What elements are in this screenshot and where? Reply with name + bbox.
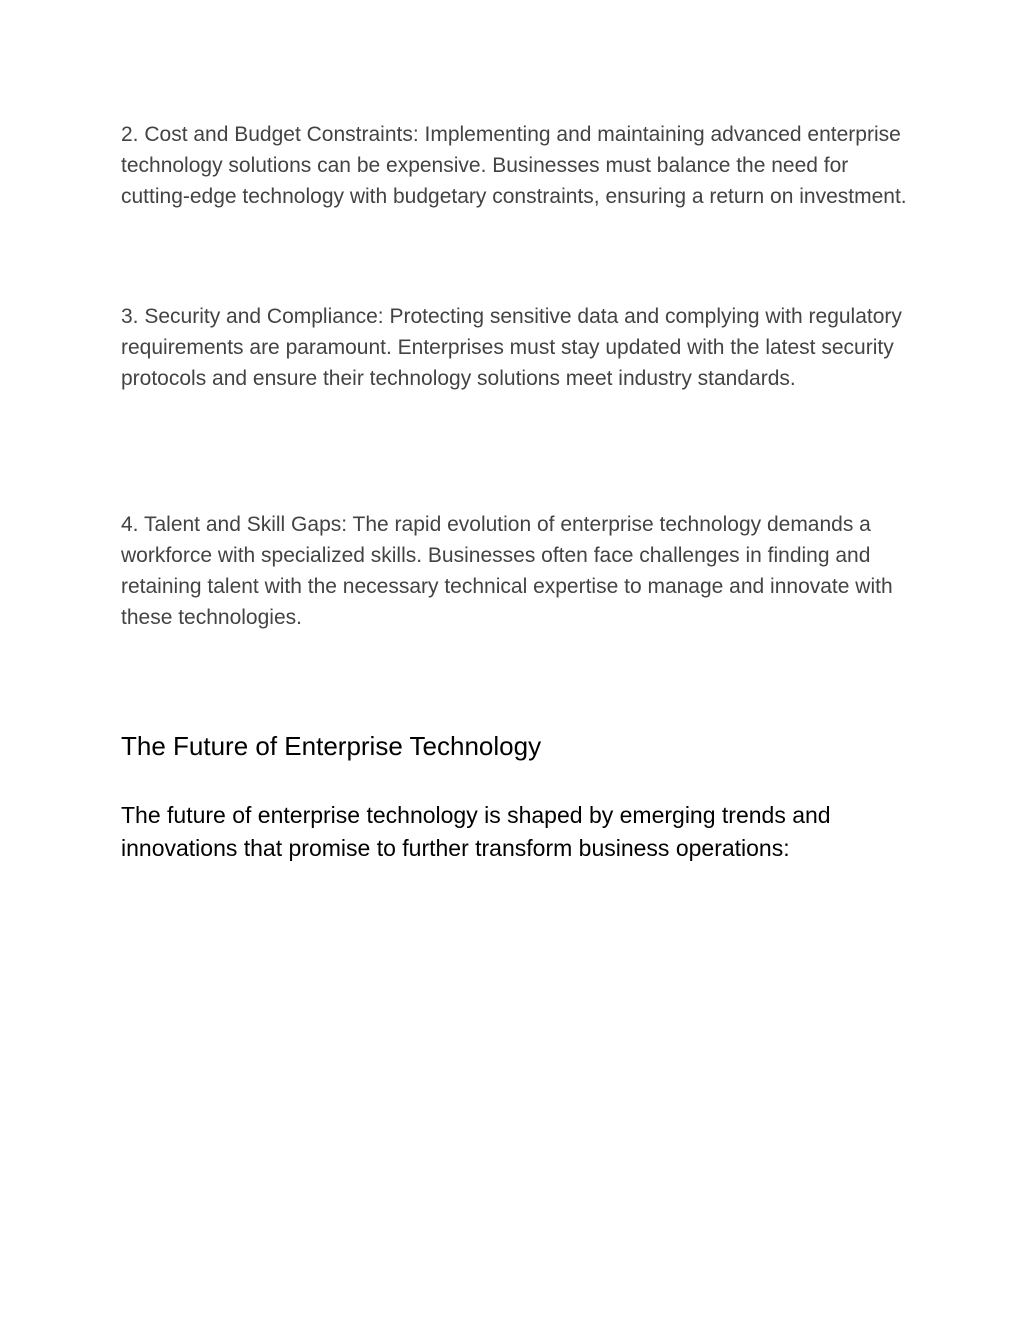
- paragraph-cost-budget: 2. Cost and Budget Constraints: Implementing and maintaining advanced enterprise technology solutions can be expensive. Businesses must balance the need for cutting-edge technology with budgetary constraints, ensuring a return on investment.: [121, 123, 907, 208]
- paragraph-talent-skill-gaps: 4. Talent and Skill Gaps: The rapid evolution of enterprise technology demands a workforce with specialized skills. Businesses often face challenges in finding and retaining talent with the necessary technical expertise to manage and innovate with these technologies.: [121, 513, 893, 629]
- section-intro: The future of enterprise technology is shaped by emerging trends and innovations that promise to further transform business operations:: [121, 802, 831, 861]
- section-heading: The Future of Enterprise Technology: [121, 731, 542, 761]
- paragraph-security-compliance: 3. Security and Compliance: Protecting sensitive data and complying with regulatory requirements are paramount. Enterprises must stay updated with the latest security protocols and ensure their technology solutions meet industry standards.: [121, 305, 902, 390]
